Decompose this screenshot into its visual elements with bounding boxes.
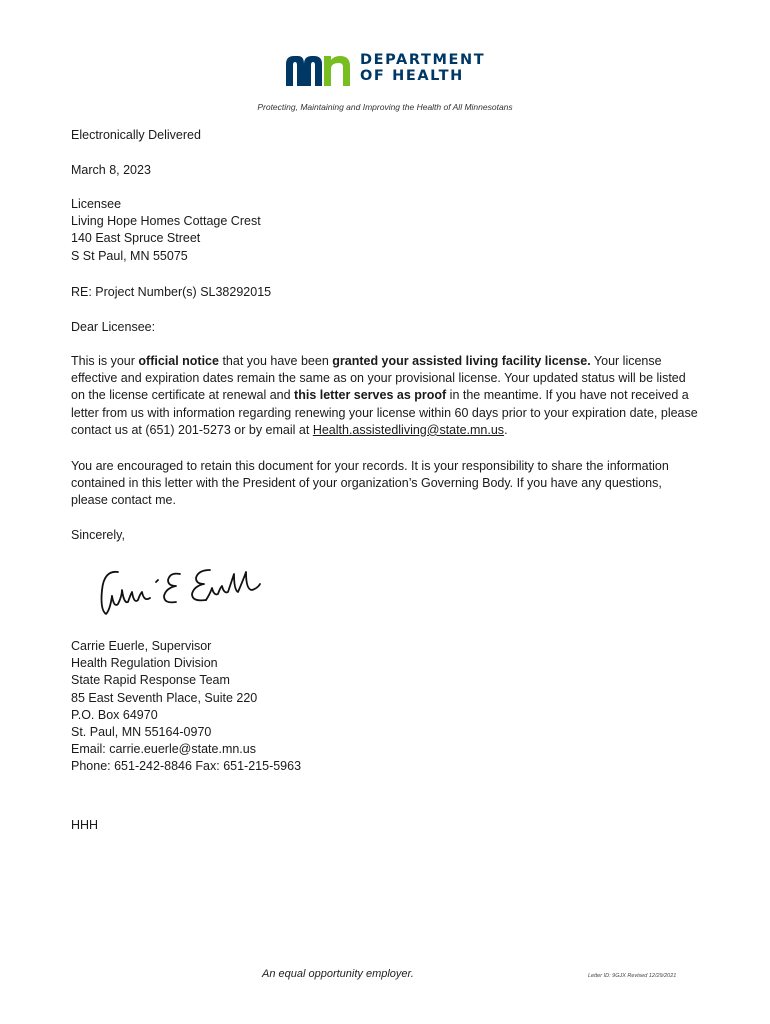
email-link[interactable]: Health.assistedliving@state.mn.us	[312, 422, 505, 437]
mdh-logo	[284, 52, 494, 88]
paragraph-retain-document: You are encouraged to retain this document for your records. It is your responsibility to share the information contained in this letter with the President of your organization’s Governing Body. If you have any questions, please contact me.	[71, 459, 669, 508]
letter-date: March 8, 2023	[71, 163, 151, 177]
signer-line: P.O. Box 64970	[71, 707, 158, 722]
signer-line: Carrie Euerle, Supervisor	[71, 639, 212, 653]
recipient-address	[71, 196, 701, 265]
signer-line: St. Paul, MN 55164-0970	[71, 725, 212, 740]
signer-line: 85 East Seventh Place, Suite 220	[71, 690, 258, 705]
handwritten-signature	[96, 560, 266, 630]
address-line: Licensee	[71, 197, 122, 211]
signer-email: Email: carrie.euerle@state.mn.us	[71, 742, 256, 757]
signer-phone: Phone: 651-242-8846 Fax: 651-215-5963	[71, 759, 302, 774]
salutation: Dear Licensee:	[71, 320, 156, 334]
bold-letter-proof: this letter serves as proof	[294, 388, 447, 403]
delivery-method: Electronically Delivered	[71, 128, 201, 142]
signer-block	[71, 638, 701, 776]
end-mark: HHH	[71, 818, 99, 832]
letter-id: Letter ID: 9GJX Revised 12/29/2021	[588, 973, 677, 979]
bold-official-notice: official notice	[138, 354, 219, 368]
mn-logo-mark-icon	[284, 54, 354, 86]
address-line: Living Hope Homes Cottage Crest	[71, 214, 261, 229]
address-line: 140 East Spruce Street	[71, 231, 201, 246]
address-line: S St Paul, MN 55075	[71, 248, 188, 263]
closing: Sincerely,	[71, 528, 125, 542]
signer-line: State Rapid Response Team	[71, 673, 230, 688]
logo-line-2: OF HEALTH	[360, 68, 464, 84]
bold-license-granted: granted your assisted living facility license.	[332, 354, 591, 368]
signer-line: Health Regulation Division	[71, 656, 218, 671]
paragraph-license-notice: This is your official notice that you have been granted your assisted living facility license. Your license effective and expiration dates remain the same as on your provisional license. Your updated status will be listed on the license certificate at renewal and this letter serves as proof in the meantime. If you have not received a letter from us with information regarding renewing your license within 60 days prior to your expiration date, please contact us at (651) 201-5273 or by email at Health.assistedliving@state.mn.us.	[71, 354, 698, 437]
tagline: Protecting, Maintaining and Improving the Health of All Minnesotans	[257, 102, 513, 112]
equal-opportunity-note: An equal opportunity employer.	[262, 968, 414, 980]
re-line: RE: Project Number(s) SL38292015	[71, 285, 272, 299]
logo-wordmark	[360, 52, 485, 84]
logo-line-1: DEPARTMENT	[360, 52, 486, 68]
